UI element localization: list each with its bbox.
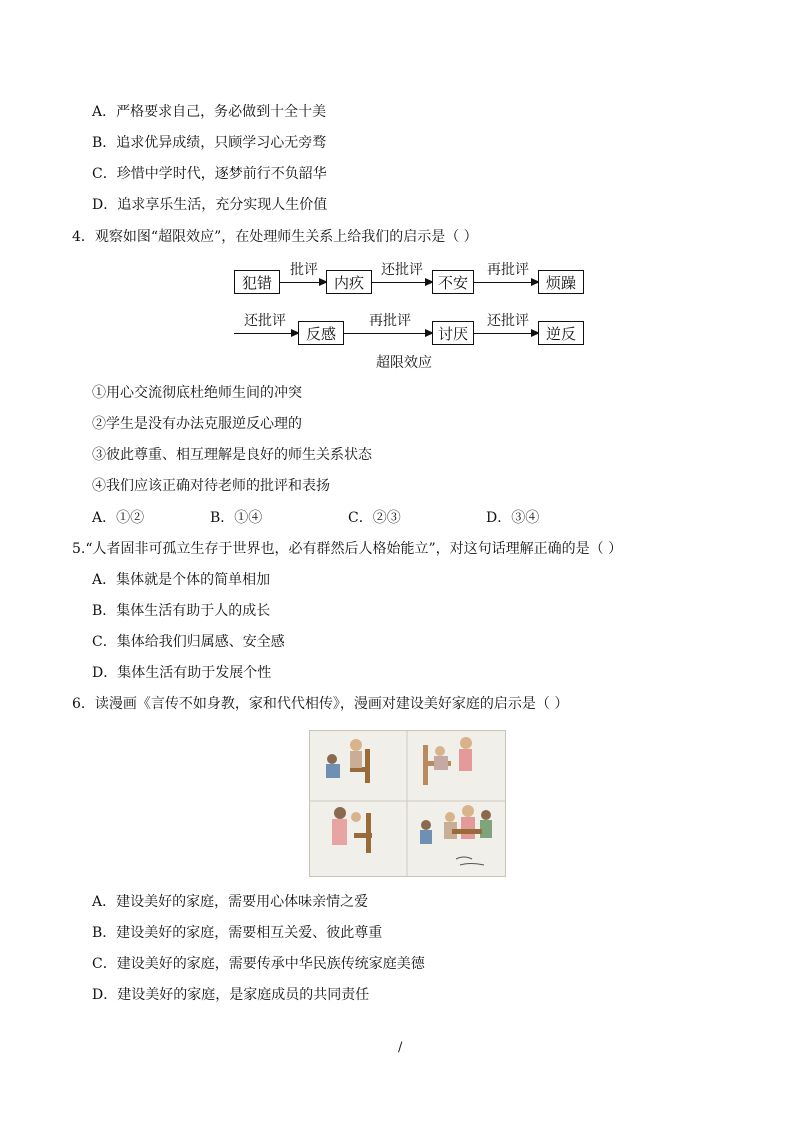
label-zaipiping-2: 再批评 (369, 313, 411, 329)
q6-option-d: D．建设美好的家庭，是家庭成员的共同责任 (92, 987, 370, 1003)
comic-panel-3 (332, 807, 372, 853)
comic-panel-2 (423, 737, 472, 785)
comic-illustration (310, 731, 505, 876)
q5-option-a: A．集体就是个体的简单相加 (92, 572, 271, 588)
label-haipiping-2: 还批评 (487, 313, 529, 329)
q4-statement-4: ④我们应该正确对待老师的批评和表扬 (92, 478, 330, 494)
box-buan: 不安 (432, 270, 474, 294)
q4-option-b: B．①④ (210, 510, 263, 526)
arrow (474, 333, 538, 334)
label-zaipiping: 再批评 (487, 262, 529, 278)
arrow (280, 282, 326, 283)
comic-panel-1 (326, 739, 370, 783)
box-taoyan: 讨厌 (432, 321, 474, 345)
overlimit-effect-diagram (234, 262, 586, 372)
box-fanzao: 烦躁 (538, 270, 584, 294)
arrow (234, 333, 298, 334)
q3-option-d: D．追求享乐生活，充分实现人生价值 (92, 197, 328, 213)
arrow (474, 282, 538, 283)
q5-option-b: B．集体生活有助于人的成长 (92, 603, 271, 619)
q4-option-c: C．②③ (348, 510, 401, 526)
q5-option-d: D．集体生活有助于发展个性 (92, 665, 272, 681)
q6-option-c: C．建设美好的家庭，需要传承中华民族传统家庭美德 (92, 956, 425, 972)
box-fancuo: 犯错 (234, 270, 280, 294)
q6-option-b: B．建设美好的家庭，需要相互关爱、彼此尊重 (92, 925, 383, 941)
arrow (344, 333, 432, 334)
box-nifan: 逆反 (538, 321, 584, 345)
label-haipiping-lead: 还批评 (244, 313, 286, 329)
box-neijiu: 内疚 (326, 270, 372, 294)
page-number: / (398, 1040, 403, 1055)
q6-option-a: A．建设美好的家庭，需要用心体味亲情之爱 (92, 894, 369, 910)
q3-option-c: C．珍惜中学时代，逐梦前行不负韶华 (92, 166, 327, 182)
family-comic-image (309, 730, 506, 877)
q3-option-a: A．严格要求自己，务必做到十全十美 (92, 104, 327, 120)
q3-option-b: B．追求优异成绩，只顾学习心无旁骛 (92, 135, 327, 151)
label-piping: 批评 (290, 262, 318, 278)
q6-stem: 6．读漫画《言传不如身教，家和代代相传》，漫画对建设美好家庭的启示是（ ） (72, 696, 569, 712)
label-haipiping: 还批评 (381, 262, 423, 278)
q4-statement-3: ③彼此尊重、相互理解是良好的师生关系状态 (92, 447, 372, 463)
comic-panel-4 (420, 805, 492, 865)
q4-statement-2: ②学生是没有办法克服逆反心理的 (92, 416, 302, 432)
arrow (372, 282, 432, 283)
box-fangan: 反感 (298, 321, 344, 345)
q5-stem: 5.“人者固非可孤立生存于世界也，必有群然后人格始能立”，对这句话理解正确的是（ ） (72, 541, 623, 557)
q4-option-a: A．①② (92, 510, 145, 526)
q4-statement-1: ①用心交流彻底杜绝师生间的冲突 (92, 385, 302, 401)
q4-stem: 4．观察如图“超限效应”，在处理师生关系上给我们的启示是（ ） (72, 229, 478, 245)
q5-option-c: C．集体给我们归属感、安全感 (92, 634, 285, 650)
q4-option-d: D．③④ (486, 510, 540, 526)
diagram-caption: 超限效应 (376, 355, 432, 371)
